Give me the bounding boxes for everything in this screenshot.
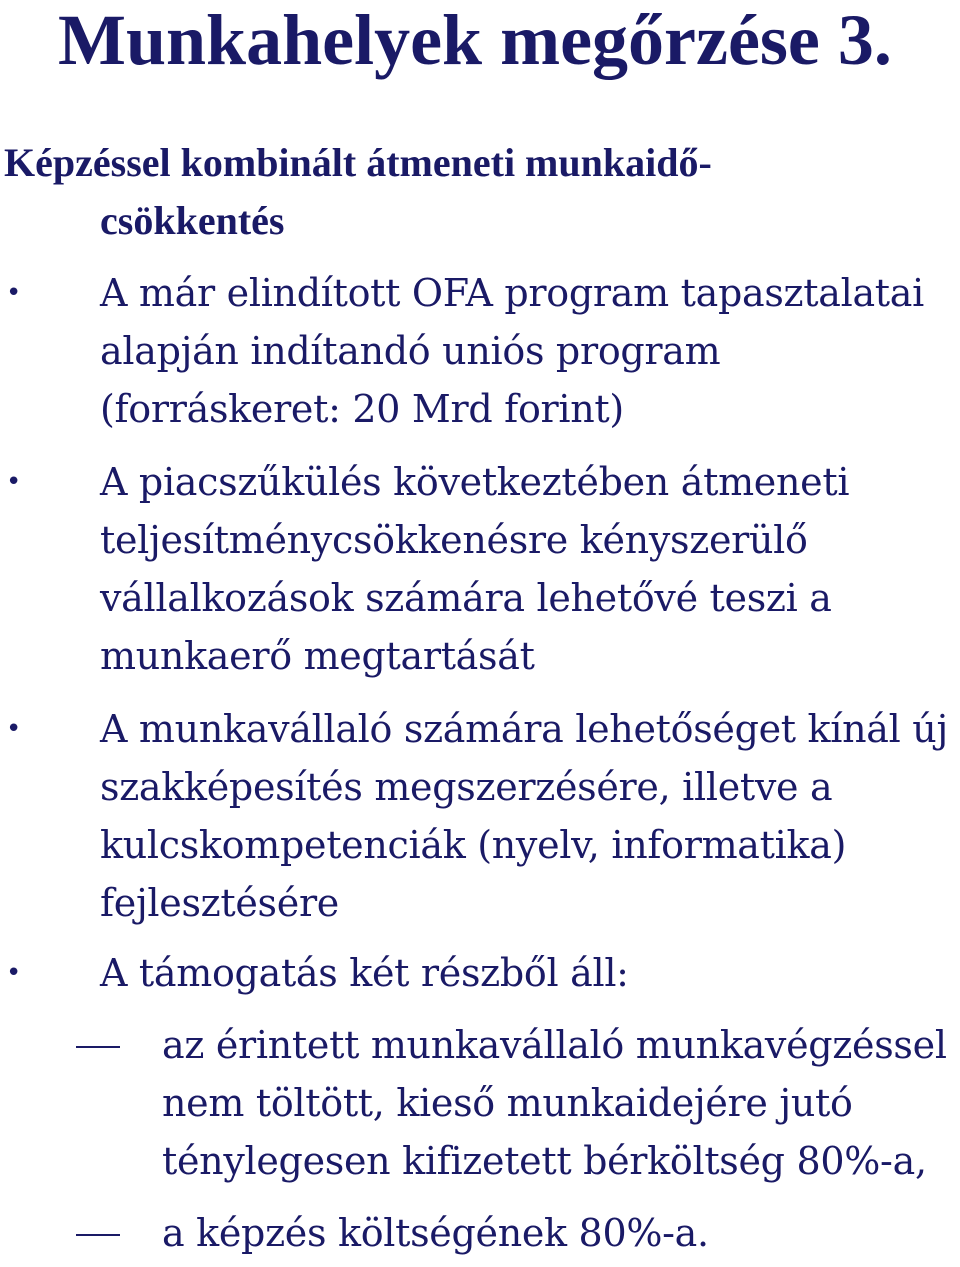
bullet-text: A támogatás két részből áll: [100,951,629,995]
bullet-text: A piacszűkülés következtében átmeneti teljesítménycsökkenésre kényszerülő vállalkozások számára lehetővé teszi a munkaerő megtartását [100,460,850,678]
dash-marker [76,1046,120,1048]
sub-item-text: az érintett munkavállaló munkavégzéssel nem töltött, kieső munkaidejére jutó ténylegesen kifizetett bérköltség 80%-a, [162,1023,947,1183]
bullet-text: A már elindított OFA program tapasztalatai alapján indítandó uniós program (forráskeret: 20 Mrd forint) [100,271,924,431]
slide-subtitle [4,134,904,250]
bullet-marker: • [6,714,22,744]
subtitle-line-1: Képzéssel kombinált átmeneti munkaidő- [4,140,712,185]
bullet-marker: • [6,467,22,497]
slide-title: Munkahelyek megőrzése 3. [58,0,892,80]
sub-item-text: a képzés költségének 80%-a. [162,1211,709,1255]
bullet-text: A munkavállaló számára lehetőséget kínál új szakképesítés megszerzésére, illetve a kulcskompetenciák (nyelv, informatika) fejlesztésére [100,707,948,925]
bullet-marker: • [6,278,22,308]
dash-marker [76,1234,120,1236]
subtitle-line-2: csökkentés [100,198,285,243]
bullet-marker: • [6,958,22,988]
